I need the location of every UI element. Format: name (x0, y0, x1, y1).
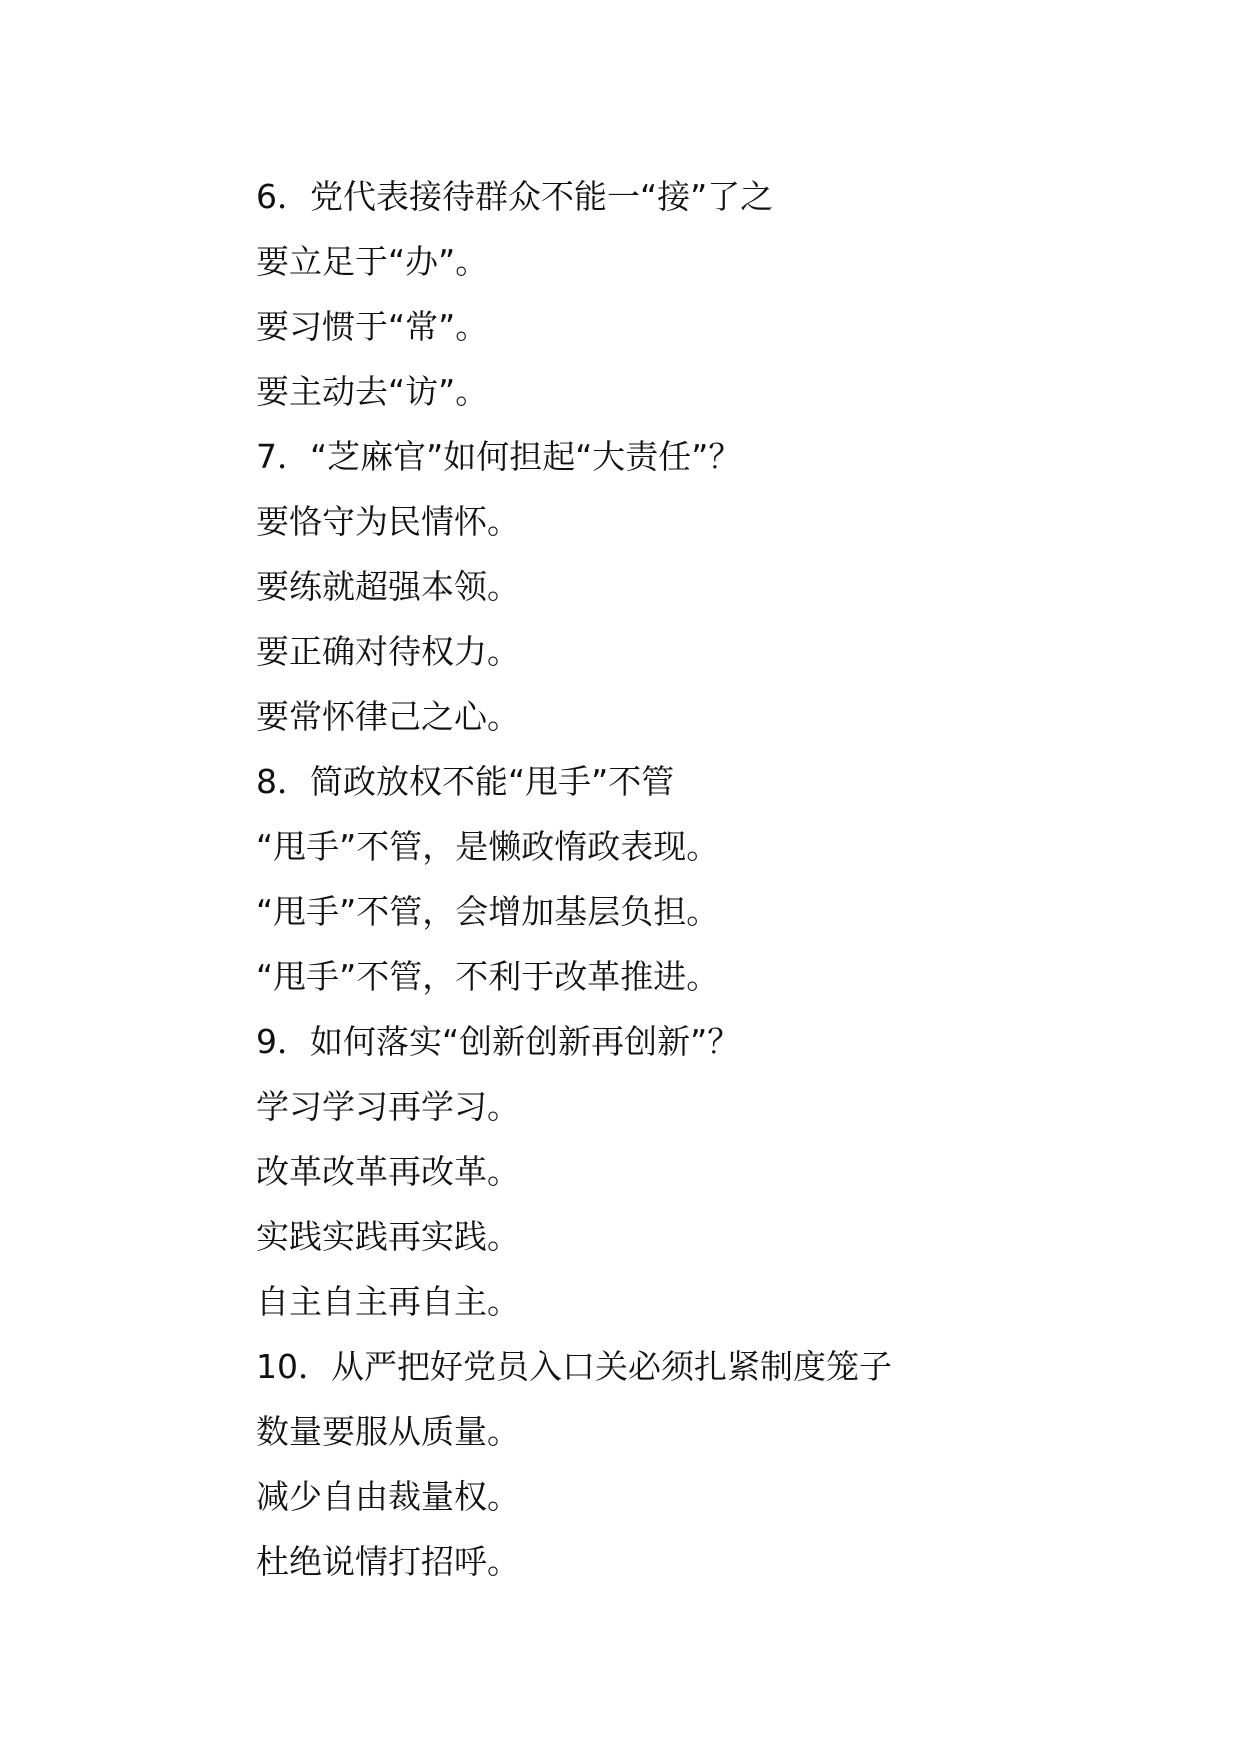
section-point: 学习学习再学习。 (256, 1087, 520, 1126)
section-point: 要正确对待权力。 (256, 632, 520, 671)
section-point: 自主自主再自主。 (256, 1282, 520, 1321)
section-point: 要练就超强本领。 (256, 567, 520, 606)
section-point: 要恪守为民情怀。 (256, 502, 520, 541)
section-heading-6: 6．党代表接待群众不能一“接”了之 (256, 177, 774, 216)
section-point: 实践实践再实践。 (256, 1217, 520, 1256)
section-heading-10: 10．从严把好党员入口关必须扎紧制度笼子 (256, 1347, 892, 1386)
section-point: 要主动去“访”。 (256, 372, 489, 411)
section-heading-7: 7．“芝麻官”如何担起“大责任”？ (256, 437, 742, 476)
section-point: 要常怀律己之心。 (256, 697, 520, 736)
section-point: “甩手”不管，会增加基层负担。 (256, 892, 720, 931)
section-point: 要习惯于“常”。 (256, 307, 489, 346)
section-point: 杜绝说情打招呼。 (256, 1542, 520, 1581)
section-heading-8: 8．简政放权不能“甩手”不管 (256, 762, 675, 801)
section-point: 数量要服从质量。 (256, 1412, 520, 1451)
section-point: 要立足于“办”。 (256, 242, 489, 281)
section-point: 减少自由裁量权。 (256, 1477, 520, 1516)
section-point: 改革改革再改革。 (256, 1152, 520, 1191)
section-point: “甩手”不管，不利于改革推进。 (256, 957, 720, 996)
section-heading-9: 9．如何落实“创新创新再创新”？ (256, 1022, 741, 1061)
document-body (256, 164, 1156, 1594)
section-point: “甩手”不管，是懒政惰政表现。 (256, 827, 720, 866)
